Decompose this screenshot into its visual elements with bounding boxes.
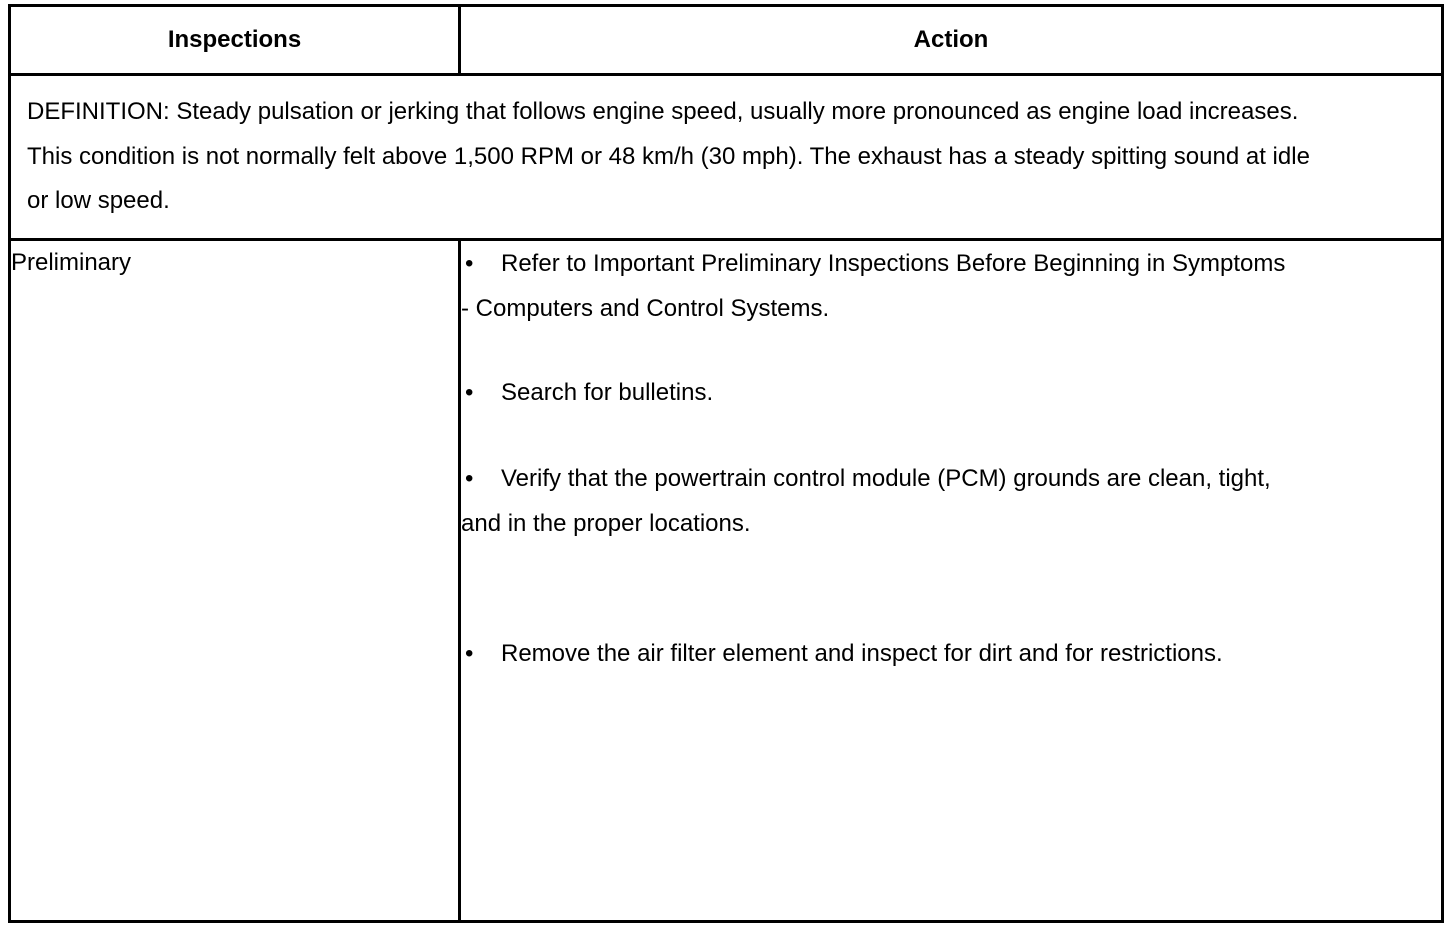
- action-item: [461, 631, 1441, 676]
- bullet-icon: •: [465, 640, 474, 667]
- action-text: Refer to Important Preliminary Inspections Before Beginning in Symptoms - Computers and Control Systems.: [461, 250, 1286, 322]
- action-item: [461, 241, 1441, 331]
- bullet-icon: •: [465, 465, 474, 492]
- inspections-header: Inspections: [10, 6, 460, 75]
- action-text: Remove the air filter element and inspect for dirt and for restrictions.: [501, 640, 1223, 667]
- action-text: Search for bulletins.: [501, 379, 714, 406]
- table-row: [10, 240, 1443, 922]
- action-item: [461, 456, 1441, 546]
- definition-text: DEFINITION: Steady pulsation or jerking that follows engine speed, usually more pronounced as engine load increases. This condition is not normally felt above 1,500 RPM or 48 km/h (30 mph). The exhaust has a steady spitting sound at idle or low speed.: [27, 98, 1310, 214]
- action-cell: [460, 240, 1443, 922]
- bullet-icon: •: [465, 250, 474, 277]
- bullet-icon: •: [465, 379, 474, 406]
- definition-row: [10, 75, 1443, 240]
- action-text: Verify that the powertrain control module (PCM) grounds are clean, tight, and in the proper locations.: [461, 465, 1271, 537]
- header-row: [10, 6, 1443, 75]
- inspection-table: [8, 4, 1444, 923]
- action-item: [461, 370, 1441, 415]
- inspection-cell: [10, 240, 460, 922]
- definition-cell: [10, 75, 1443, 240]
- action-header: Action: [460, 6, 1443, 75]
- inspection-label: Preliminary: [11, 249, 132, 276]
